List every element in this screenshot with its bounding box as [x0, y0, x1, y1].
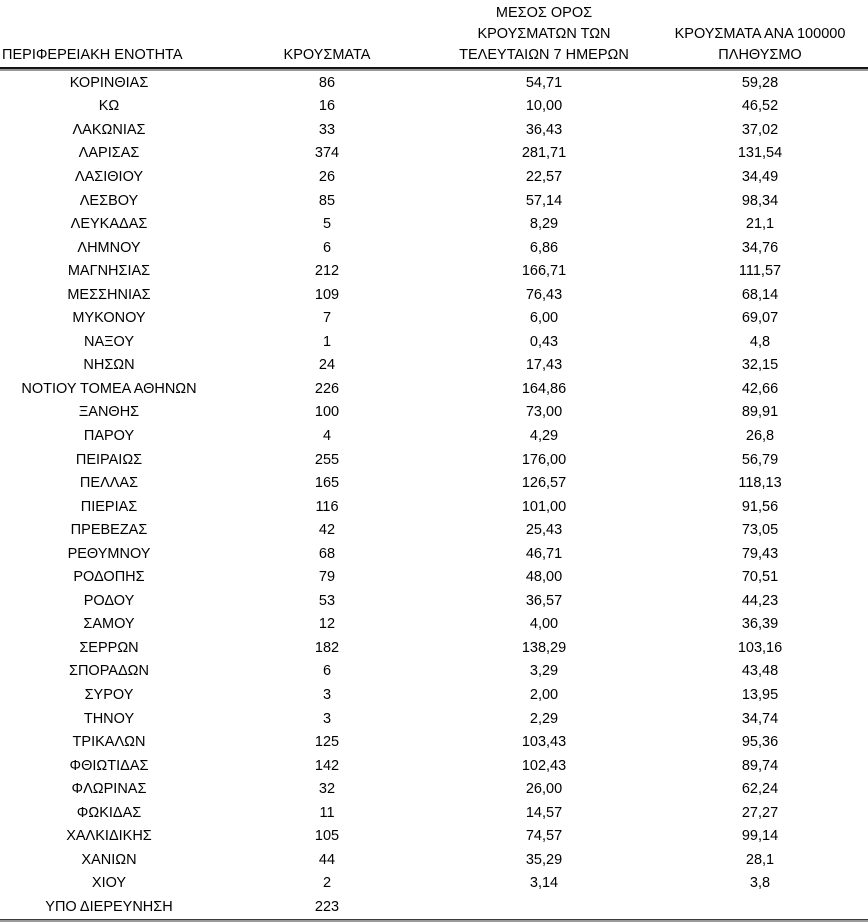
cell-avg-7day: 57,14	[525, 192, 563, 209]
cell-cases: 44	[318, 851, 336, 868]
table-row	[0, 730, 868, 754]
cell-cases: 223	[314, 898, 340, 915]
cell-per-100k: 89,74	[741, 757, 779, 774]
table-row	[0, 707, 868, 731]
footer-divider-row	[0, 919, 868, 922]
cell-avg-7day: 74,57	[525, 828, 563, 845]
cell-avg-7day: 17,43	[525, 357, 563, 374]
cell-regional-unit: ΜΕΣΣΗΝΙΑΣ	[67, 286, 151, 303]
cell-cases: 182	[314, 639, 340, 656]
table-row	[0, 377, 868, 401]
cell-regional-unit: ΣΑΜΟΥ	[83, 616, 135, 633]
cell-avg-7day: 76,43	[525, 286, 563, 303]
table-row	[0, 283, 868, 307]
column-header-avg-7day	[436, 0, 652, 67]
cell-per-100k: 21,1	[745, 216, 775, 233]
header-line: ΠΛΗΘΥΣΜΟ	[718, 47, 802, 63]
header-line: ΜΕΣΟΣ ΟΡΟΣ	[495, 5, 593, 21]
cell-cases: 125	[314, 734, 340, 751]
cell-cases: 6	[322, 663, 332, 680]
cell-cases: 26	[318, 168, 336, 185]
cell-per-100k: 98,34	[741, 192, 779, 209]
table-row	[0, 306, 868, 330]
cell-per-100k: 118,13	[738, 475, 782, 492]
cell-cases: 5	[322, 216, 332, 233]
table-footer	[0, 919, 868, 922]
header-line: ΤΕΛΕΥΤΑΙΩΝ 7 ΗΜΕΡΩΝ	[459, 47, 629, 63]
table-header	[0, 0, 868, 71]
table-row	[0, 683, 868, 707]
cell-cases: 79	[318, 569, 336, 586]
cell-regional-unit: ΧΑΝΙΩΝ	[81, 851, 137, 868]
table-row	[0, 448, 868, 472]
cell-avg-7day: 101,00	[521, 498, 567, 515]
cell-regional-unit: ΠΕΛΛΑΣ	[79, 475, 139, 492]
cell-regional-unit: ΛΑΡΙΣΑΣ	[78, 145, 140, 162]
table-row	[0, 424, 868, 448]
table-row	[0, 777, 868, 801]
cell-cases: 85	[318, 192, 336, 209]
cell-regional-unit: ΡΕΘΥΜΝΟΥ	[67, 545, 151, 562]
bottom-divider-line	[0, 919, 868, 922]
cell-avg-7day: 36,57	[525, 592, 563, 609]
cell-per-100k: 56,79	[741, 451, 779, 468]
cell-per-100k: 68,14	[741, 286, 779, 303]
cell-regional-unit: ΦΛΩΡΙΝΑΣ	[71, 781, 147, 798]
cell-avg-7day: 6,86	[529, 239, 559, 256]
table-row	[0, 565, 868, 589]
cell-cases: 226	[314, 380, 340, 397]
cell-per-100k: 32,15	[741, 357, 779, 374]
cell-avg-7day: 103,43	[521, 734, 567, 751]
cell-avg-7day: 4,29	[529, 427, 559, 444]
cell-cases: 255	[314, 451, 340, 468]
cell-per-100k: 103,16	[737, 639, 783, 656]
cell-avg-7day	[436, 895, 652, 919]
cell-avg-7day: 54,71	[525, 74, 563, 91]
cell-per-100k: 44,23	[741, 592, 779, 609]
cell-regional-unit: ΣΥΡΟΥ	[84, 686, 134, 703]
cell-cases: 100	[314, 404, 340, 421]
cell-cases: 212	[314, 263, 340, 280]
cell-regional-unit: ΠΡΕΒΕΖΑΣ	[70, 522, 148, 539]
cell-avg-7day: 2,29	[529, 710, 559, 727]
cell-regional-unit: ΝΑΞΟΥ	[83, 333, 135, 350]
cell-cases: 16	[318, 98, 336, 115]
cell-avg-7day: 3,29	[529, 663, 559, 680]
cell-cases: 165	[314, 475, 340, 492]
table-row	[0, 142, 868, 166]
cell-per-100k: 13,95	[741, 686, 779, 703]
cell-cases: 86	[318, 74, 336, 91]
cell-avg-7day: 14,57	[525, 804, 563, 821]
table-row	[0, 872, 868, 896]
cell-avg-7day: 22,57	[525, 168, 563, 185]
header-line: ΚΡΟΥΣΜΑΤΑ ΑΝΑ 100000	[674, 26, 846, 42]
cell-regional-unit: ΤΡΙΚΑΛΩΝ	[72, 734, 146, 751]
table-row	[0, 589, 868, 613]
cell-per-100k: 62,24	[741, 781, 779, 798]
table-body	[0, 71, 868, 919]
cell-avg-7day: 3,14	[529, 875, 559, 892]
cell-cases: 105	[314, 828, 340, 845]
cell-avg-7day: 36,43	[525, 121, 563, 138]
table-row	[0, 71, 868, 95]
table-row	[0, 754, 868, 778]
cell-avg-7day: 48,00	[525, 569, 563, 586]
table-row	[0, 471, 868, 495]
header-line: ΚΡΟΥΣΜΑΤΑ	[283, 47, 371, 63]
table-row	[0, 660, 868, 684]
cell-avg-7day: 26,00	[525, 781, 563, 798]
cell-per-100k: 46,52	[741, 98, 779, 115]
table-row	[0, 801, 868, 825]
cell-avg-7day: 35,29	[525, 851, 563, 868]
cell-regional-unit: ΛΕΣΒΟΥ	[79, 192, 139, 209]
cell-avg-7day: 6,00	[529, 310, 559, 327]
cell-regional-unit: ΠΑΡΟΥ	[83, 427, 135, 444]
cell-cases: 142	[314, 757, 340, 774]
cell-per-100k: 73,05	[741, 522, 779, 539]
cell-per-100k: 34,74	[741, 710, 779, 727]
column-header-regional-unit	[0, 0, 218, 67]
cell-regional-unit: ΛΗΜΝΟΥ	[77, 239, 141, 256]
cell-regional-unit: ΧΑΛΚΙΔΙΚΗΣ	[66, 828, 152, 845]
cell-per-100k	[652, 895, 868, 919]
header-row	[0, 0, 868, 67]
cell-regional-unit: ΜΑΓΝΗΣΙΑΣ	[67, 263, 151, 280]
cell-cases: 32	[318, 781, 336, 798]
cell-regional-unit: ΡΟΔΟΥ	[83, 592, 135, 609]
table-row	[0, 118, 868, 142]
cell-regional-unit: ΣΠΟΡΑΔΩΝ	[69, 663, 149, 680]
cell-avg-7day: 73,00	[525, 404, 563, 421]
cell-per-100k: 89,91	[741, 404, 779, 421]
table-row	[0, 895, 868, 919]
cell-regional-unit: ΧΙΟΥ	[91, 875, 127, 892]
cell-avg-7day: 126,57	[521, 475, 567, 492]
table-row	[0, 613, 868, 637]
table-row	[0, 401, 868, 425]
cell-avg-7day: 0,43	[529, 333, 559, 350]
cell-avg-7day: 10,00	[525, 98, 563, 115]
cell-per-100k: 42,66	[741, 380, 779, 397]
cell-avg-7day: 46,71	[525, 545, 563, 562]
cell-cases: 11	[319, 804, 335, 821]
cell-regional-unit: ΚΟΡΙΝΘΙΑΣ	[69, 74, 149, 91]
cell-per-100k: 28,1	[745, 851, 775, 868]
cell-per-100k: 34,49	[741, 168, 779, 185]
cell-avg-7day: 25,43	[525, 522, 563, 539]
cell-per-100k: 131,54	[737, 145, 783, 162]
cell-regional-unit: ΝΗΣΩΝ	[83, 357, 135, 374]
table-row	[0, 236, 868, 260]
table-row	[0, 495, 868, 519]
cell-cases: 109	[314, 286, 340, 303]
table-row	[0, 330, 868, 354]
cell-cases: 2	[322, 875, 332, 892]
cell-regional-unit: ΡΟΔΟΠΗΣ	[73, 569, 145, 586]
cell-per-100k: 91,56	[741, 498, 779, 515]
table-row	[0, 354, 868, 378]
cell-cases: 68	[318, 545, 336, 562]
cell-per-100k: 43,48	[741, 663, 779, 680]
cell-regional-unit: ΥΠΟ ΔΙΕΡΕΥΝΗΣΗ	[45, 898, 173, 915]
column-header-cases	[218, 0, 436, 67]
cell-regional-unit: ΜΥΚΟΝΟΥ	[72, 310, 146, 327]
cell-regional-unit: ΤΗΝΟΥ	[83, 710, 135, 727]
cell-per-100k: 99,14	[741, 828, 779, 845]
cell-per-100k: 34,76	[741, 239, 779, 256]
cell-regional-unit: ΣΕΡΡΩΝ	[79, 639, 139, 656]
table-row	[0, 636, 868, 660]
bottom-divider	[0, 919, 868, 922]
cell-cases: 1	[322, 333, 332, 350]
header-line: ΚΡΟΥΣΜΑΤΩΝ ΤΩΝ	[477, 26, 611, 42]
cell-per-100k: 36,39	[741, 616, 779, 633]
cell-cases: 12	[318, 616, 336, 633]
cell-regional-unit: ΦΘΙΩΤΙΔΑΣ	[69, 757, 149, 774]
table-row	[0, 212, 868, 236]
cell-cases: 6	[322, 239, 332, 256]
cell-cases: 374	[314, 145, 340, 162]
cell-avg-7day: 166,71	[521, 263, 567, 280]
table-row	[0, 848, 868, 872]
cell-per-100k: 3,8	[749, 875, 771, 892]
table-row	[0, 825, 868, 849]
cell-per-100k: 69,07	[741, 310, 779, 327]
cell-regional-unit: ΦΩΚΙΔΑΣ	[76, 804, 142, 821]
cell-avg-7day: 176,00	[521, 451, 567, 468]
cell-avg-7day: 8,29	[529, 216, 559, 233]
cell-regional-unit: ΛΑΣΙΘΙΟΥ	[74, 168, 144, 185]
cell-per-100k: 59,28	[741, 74, 779, 91]
table-row	[0, 189, 868, 213]
table-row	[0, 542, 868, 566]
cell-per-100k: 37,02	[741, 121, 779, 138]
cell-per-100k: 111,57	[738, 263, 782, 280]
table-row	[0, 95, 868, 119]
cell-regional-unit: ΠΕΙΡΑΙΩΣ	[75, 451, 143, 468]
table-row	[0, 518, 868, 542]
cell-avg-7day: 4,00	[529, 616, 559, 633]
column-header-per-100k	[652, 0, 868, 67]
cell-cases: 3	[322, 686, 332, 703]
cell-avg-7day: 138,29	[521, 639, 567, 656]
cell-per-100k: 4,8	[749, 333, 771, 350]
table-row	[0, 165, 868, 189]
cell-per-100k: 26,8	[745, 427, 775, 444]
header-line: ΠΕΡΙΦΕΡΕΙΑΚΗ ΕΝΟΤΗΤΑ	[2, 47, 183, 63]
cell-cases: 42	[318, 522, 336, 539]
cell-cases: 7	[322, 310, 332, 327]
cell-cases: 53	[318, 592, 336, 609]
cell-avg-7day: 164,86	[521, 380, 567, 397]
cell-per-100k: 27,27	[741, 804, 779, 821]
cell-cases: 4	[322, 427, 332, 444]
cell-regional-unit: ΝΟΤΙΟΥ ΤΟΜΕΑ ΑΘΗΝΩΝ	[21, 380, 197, 397]
cell-regional-unit: ΛΕΥΚΑΔΑΣ	[70, 216, 148, 233]
cell-regional-unit: ΠΙΕΡΙΑΣ	[80, 498, 138, 515]
cell-regional-unit: ΞΑΝΘΗΣ	[78, 404, 140, 421]
cell-per-100k: 79,43	[741, 545, 779, 562]
cell-cases: 33	[318, 121, 336, 138]
cell-regional-unit: ΚΩ	[98, 98, 120, 115]
cell-avg-7day: 2,00	[529, 686, 559, 703]
cell-per-100k: 95,36	[741, 734, 779, 751]
cell-avg-7day: 281,71	[521, 145, 567, 162]
cell-regional-unit: ΛΑΚΩΝΙΑΣ	[72, 121, 146, 138]
cell-cases: 24	[318, 357, 336, 374]
cell-avg-7day: 102,43	[521, 757, 567, 774]
cell-cases: 116	[315, 498, 339, 515]
cell-cases: 3	[322, 710, 332, 727]
table-row	[0, 259, 868, 283]
cell-per-100k: 70,51	[741, 569, 779, 586]
